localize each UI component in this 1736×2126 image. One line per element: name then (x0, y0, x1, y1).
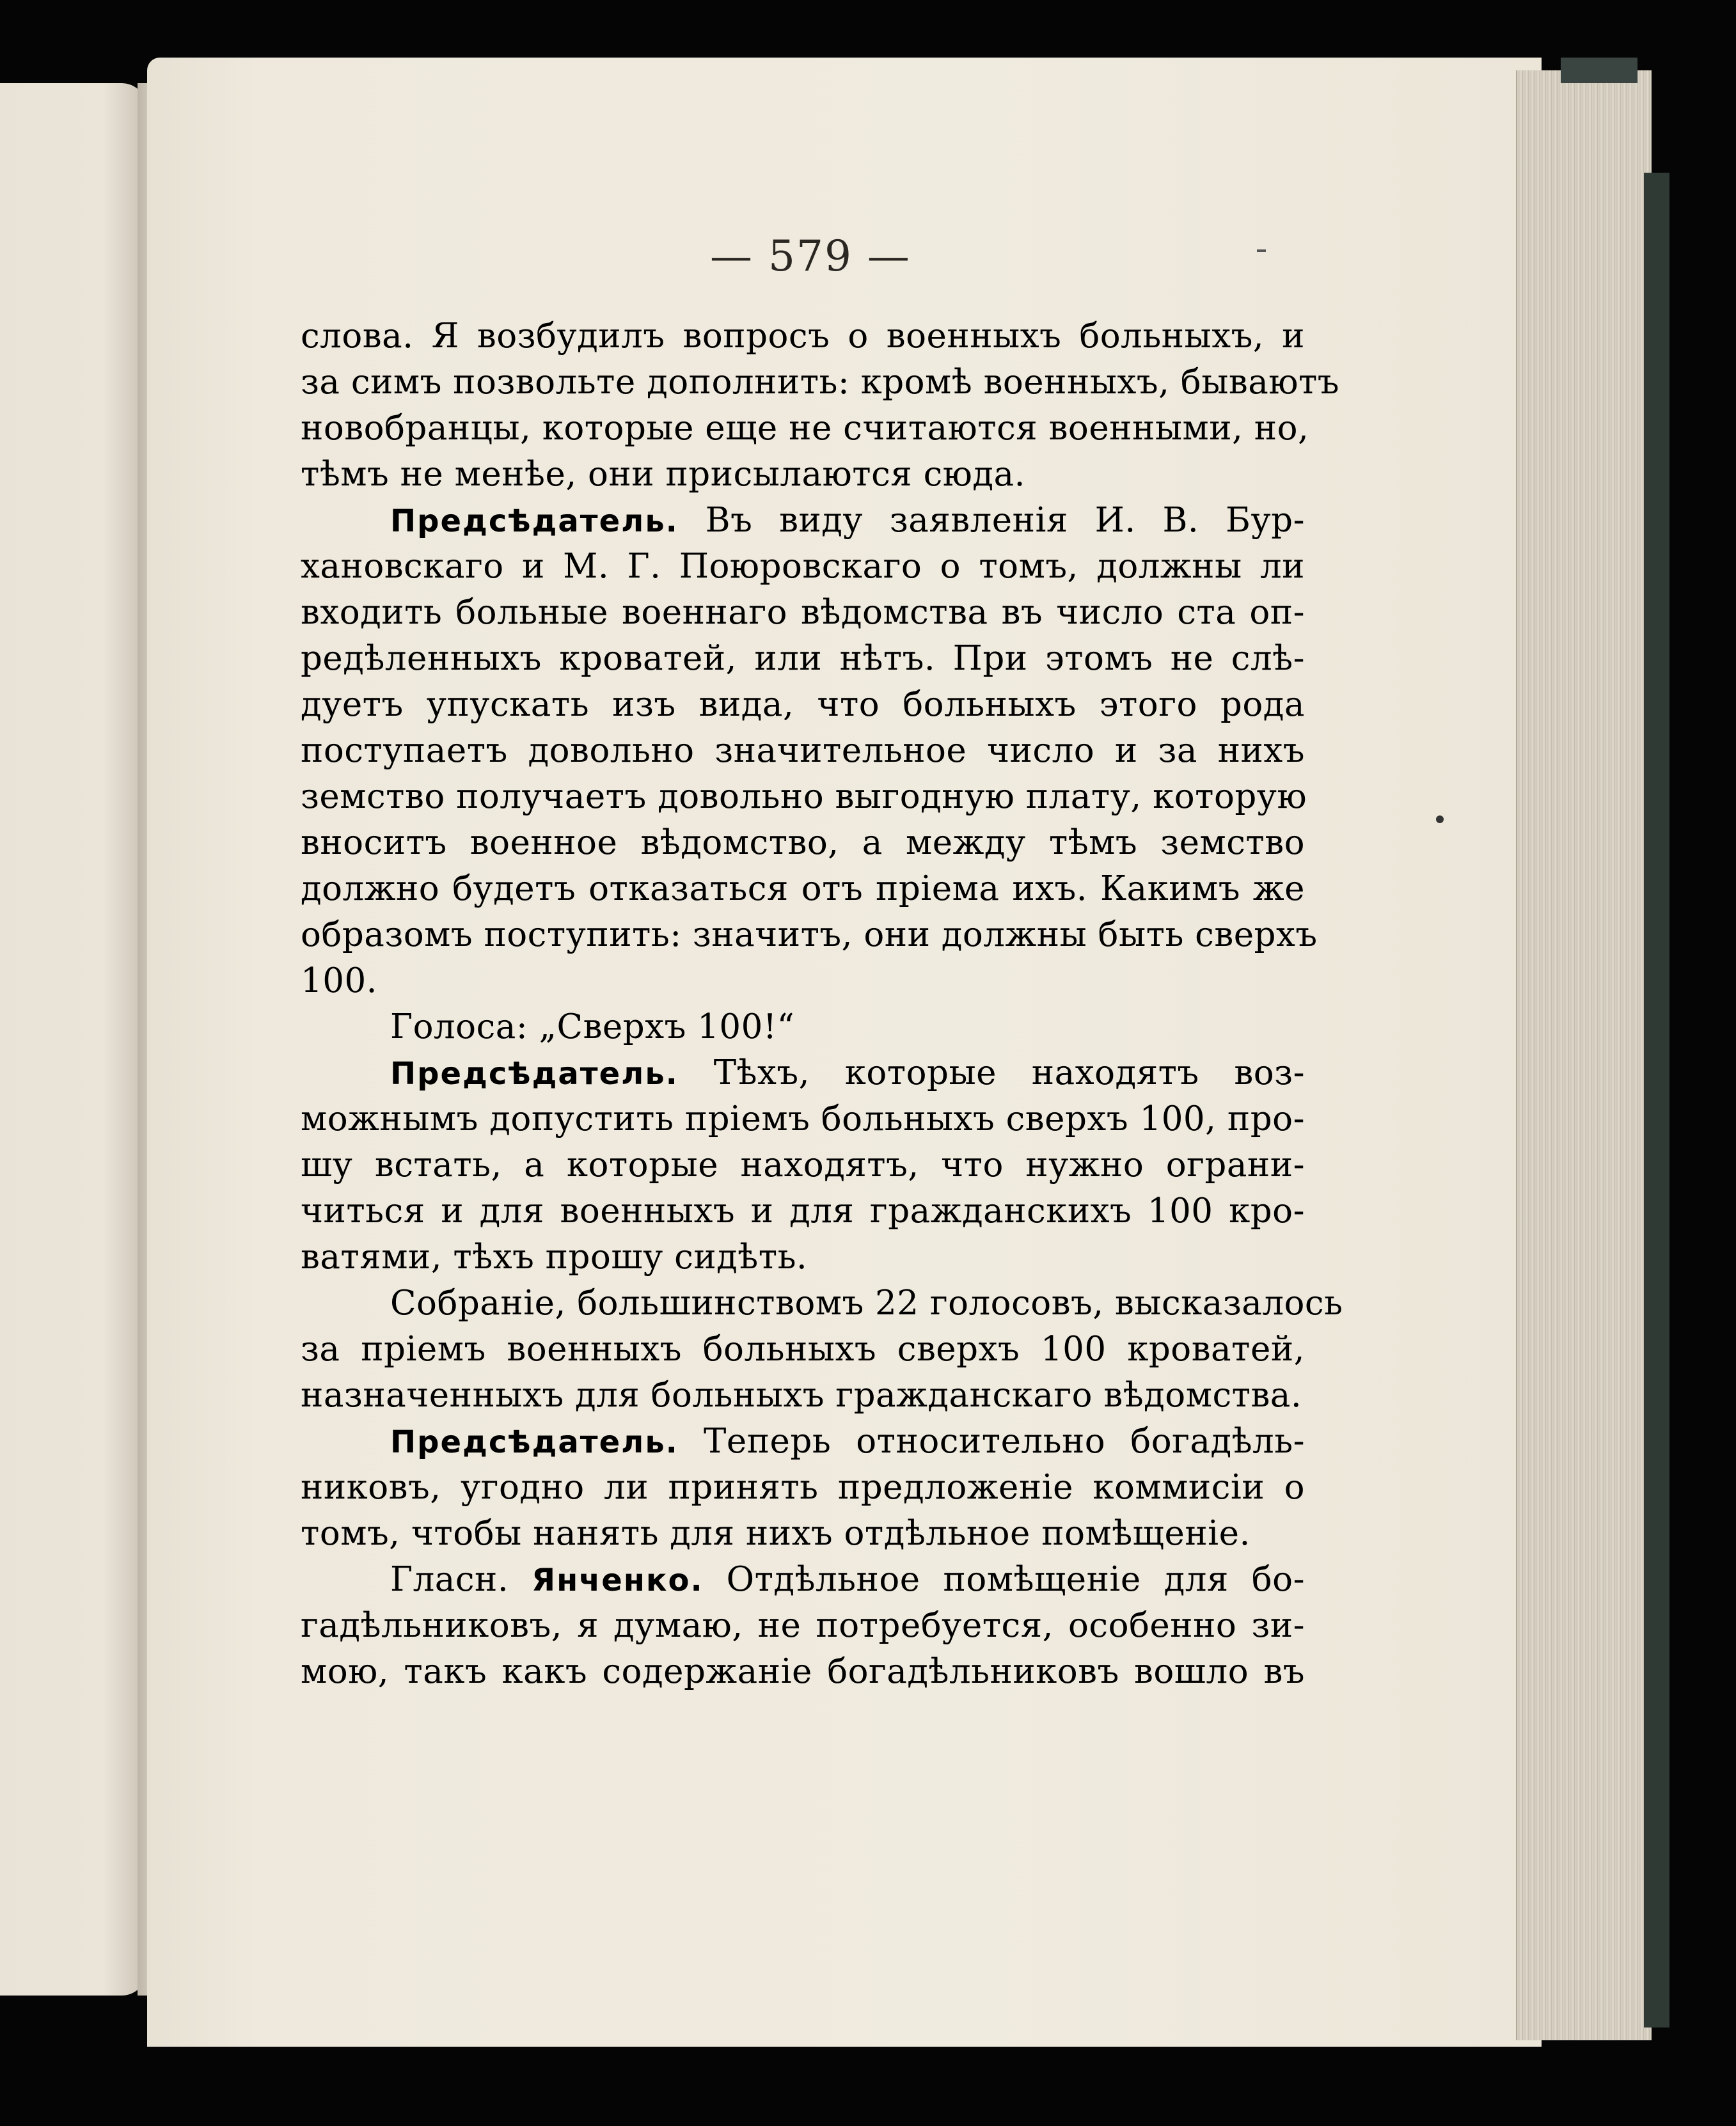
speaker-prefix: Гласн. (390, 1560, 532, 1599)
line-text: хановскаго и М. Г. Поюровскаго о томъ, должны ли (301, 547, 1305, 586)
line-text: образомъ поступить: значитъ, они должны быть сверхъ (301, 915, 1318, 954)
text-line (301, 544, 1305, 590)
text-line (301, 912, 1318, 958)
text-line (301, 1419, 1305, 1465)
line-text: поступаетъ довольно значительное число и за нихъ (301, 731, 1305, 770)
text-line (301, 636, 1305, 682)
text-line (301, 1649, 1305, 1695)
text-line (301, 359, 1340, 406)
line-text: входить больные военнаго вѣдомства въ число ста оп- (301, 593, 1305, 632)
text-line (301, 1373, 1305, 1419)
line-text: Въ виду заявленія И. В. Бур- (678, 501, 1305, 540)
page-number: — 579 — (710, 232, 911, 281)
speaker-name: Предсѣдатель. (390, 503, 679, 539)
line-text: 100. (301, 961, 378, 1000)
text-line (301, 406, 1309, 452)
ink-spot (1436, 815, 1444, 823)
text-line (301, 1603, 1305, 1649)
text-line (301, 820, 1305, 866)
speaker-name: Янченко. (532, 1563, 704, 1598)
line-text: за симъ позвольте дополнить: кромѣ военныхъ, бываютъ (301, 363, 1340, 402)
line-text: земство получаетъ довольно выгодную плату, которую (301, 777, 1307, 816)
margin-mark (1257, 249, 1266, 252)
line-text: гадѣльниковъ, я думаю, не потребуется, особенно зи- (301, 1606, 1305, 1645)
cover-edge-top (1561, 58, 1637, 83)
text-line (301, 958, 1305, 1004)
text-line (301, 1188, 1305, 1234)
text-line (301, 452, 1305, 498)
text-line (301, 1004, 1305, 1050)
line-text: Теперь относительно богадѣль- (678, 1422, 1305, 1461)
text-line (301, 1511, 1305, 1557)
cover-edge (1644, 173, 1669, 2028)
text-line (301, 728, 1305, 774)
line-text: никовъ, угодно ли принять предложеніе коммисіи о (301, 1468, 1305, 1507)
line-text: слова. Я возбудилъ вопросъ о военныхъ больныхъ, и (301, 317, 1305, 356)
line-text: вноситъ военное вѣдомство, а между тѣмъ земство (301, 823, 1305, 862)
text-line (301, 866, 1305, 912)
speaker-name: Предсѣдатель. (390, 1056, 679, 1092)
text-line (301, 313, 1305, 359)
line-text: мою, такъ какъ содержаніе богадѣльниковъ вошло въ (301, 1652, 1305, 1691)
line-text: шу встать, а которые находятъ, что нужно ограни- (301, 1146, 1305, 1185)
line-text: тѣмъ не менѣе, они присылаются сюда. (301, 455, 1025, 494)
text-line (301, 1050, 1305, 1096)
body-text (301, 313, 1343, 1695)
left-page (0, 83, 147, 1996)
line-text: ватями, тѣхъ прошу сидѣть. (301, 1238, 808, 1277)
line-text: новобранцы, которые еще не считаются военными, но, (301, 409, 1309, 448)
text-line (301, 774, 1305, 820)
text-line (301, 1327, 1305, 1373)
page-edges (1516, 70, 1652, 2040)
line-text: за пріемъ военныхъ больныхъ сверхъ 100 кроватей, (301, 1330, 1305, 1369)
line-text: редѣленныхъ кроватей, или нѣтъ. При этомъ не слѣ- (301, 639, 1305, 678)
line-text: можнымъ допустить пріемъ больныхъ сверхъ 100, про- (301, 1099, 1305, 1138)
text-line (301, 590, 1305, 636)
text-line (301, 1142, 1305, 1188)
line-text: Отдѣльное помѣщеніе для бо- (703, 1560, 1305, 1599)
speaker-name: Предсѣдатель. (390, 1424, 679, 1460)
text-line (301, 682, 1305, 728)
line-text: Голоса: „Сверхъ 100!“ (390, 1007, 795, 1046)
text-line (301, 498, 1305, 544)
line-text: назначенныхъ для больныхъ гражданскаго вѣдомства. (301, 1376, 1302, 1415)
line-text: Тѣхъ, которые находятъ воз- (678, 1053, 1305, 1092)
line-text: томъ, чтобы нанять для нихъ отдѣльное помѣщеніе. (301, 1514, 1251, 1553)
line-text: читься и для военныхъ и для гражданскихъ 100 кро- (301, 1192, 1305, 1231)
text-line (301, 1096, 1305, 1142)
text-line (301, 1557, 1305, 1603)
text-line (301, 1465, 1305, 1511)
line-text: Собраніе, большинствомъ 22 голосовъ, высказалось (390, 1284, 1343, 1323)
text-line (301, 1234, 1305, 1280)
line-text: должно будетъ отказаться отъ пріема ихъ. Какимъ же (301, 869, 1305, 908)
text-line (301, 1280, 1343, 1327)
line-text: дуетъ упускать изъ вида, что больныхъ этого рода (301, 685, 1305, 724)
